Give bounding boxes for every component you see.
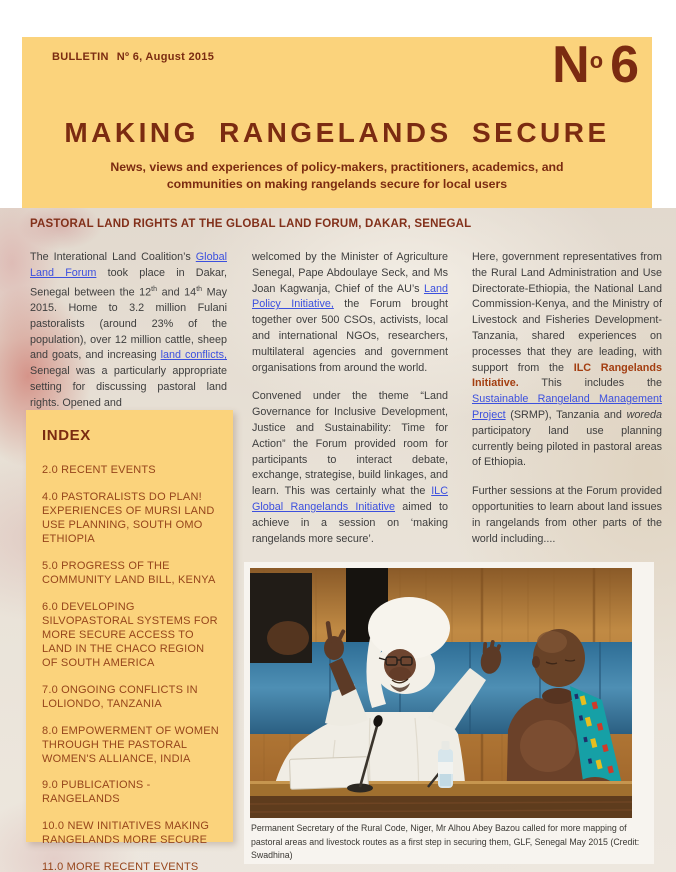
conference-photo (250, 568, 632, 818)
index-item: 9.0 PUBLICATIONS - RANGELANDS (42, 779, 151, 806)
index-item: 8.0 EMPOWERMENT OF WOMEN THROUGH THE PASTORAL WOMEN'S ALLIANCE, INDIA (42, 724, 219, 765)
index-item: 10.0 NEW INITIATIVES MAKING RANGELANDS MORE SECURE (42, 820, 210, 847)
article-heading: PASTORAL LAND RIGHTS AT THE GLOBAL LAND FORUM, DAKAR, SENEGAL (30, 218, 472, 230)
paragraph: Convened under the theme “Land Governance for Inclusive Development, Justice and Sustainability: Time for Action” the Forum provided room for participants to interact debate, exchange, strategise, build linkages, and learn. This was certainly what the ILC Global Rangelands Initiative aimed to achieve in a session on ‘making rangelands more secure’. (252, 390, 448, 545)
inline-link[interactable]: Sustainable Rangeland Management Project (472, 393, 662, 421)
audience-head-silhouette (250, 573, 312, 663)
issue-number-ordinal: o (589, 48, 603, 74)
article-column-1 (30, 250, 227, 425)
issue-number-digit: 6 (610, 36, 638, 94)
conference-photo-illustration (250, 568, 632, 818)
inline-link[interactable]: Global Land Forum (30, 251, 227, 279)
newsletter-title: MAKING RANGELANDS SECURE (64, 117, 610, 148)
inline-link[interactable]: land conflicts, (160, 349, 227, 362)
inline-link[interactable]: ILC Global Rangelands Initiative (252, 485, 448, 513)
newsletter-subtitle: News, views and experiences of policy-makers, practitioners, academics, and communities on making rangelands secure for local users (110, 160, 564, 192)
index-item: 2.0 RECENT EVENTS (42, 464, 156, 476)
index-item: 4.0 PASTORALISTS DO PLAN! EXPERIENCES OF MURSI LAND USE PLANNING, SOUTH OMO ETHIOPIA (42, 490, 215, 545)
paragraph: Further sessions at the Forum provided opportunities to learn about land issues in rangelands from other parts of the world including.... (472, 485, 662, 545)
paragraph: welcomed by the Minister of Agriculture Senegal, Pape Abdoulaye Seck, and Ms Joan Kagwanja, Chief of the AU’s Land Policy Initiative, the Forum brought together over 500 CSOs, activists, local and international NGOs, researchers, multilateral agencies and government organisations from around the world. (252, 251, 448, 374)
bulletin-line (52, 51, 214, 63)
index-item: 7.0 ONGOING CONFLICTS IN LOLIONDO, TANZANIA (42, 683, 198, 710)
paragraph: Here, government representatives from the Rural Land Administration and Use Directorate-Ethiopia, the National Land Commission-Kenya, and the Ministry of Livestock and Fisheries Development-Tanzania, shared experiences on processes that they are leading, with support from the ILC Rangelands Initiative. This includes the Sustainable Rangeland Management Project (SRMP), Tanzania and woreda participatory land use planning currently being piloted in pastoral areas of Ethiopia. (472, 251, 662, 469)
index-heading: INDEX (42, 427, 91, 444)
page-body (0, 208, 676, 872)
index-list (42, 464, 219, 872)
index-item: 11.0 MORE RECENT EVENTS (42, 861, 199, 872)
accent-text: ILC Rangelands Initiative. (472, 361, 662, 390)
text-segment: woreda (626, 408, 662, 421)
index-item: 6.0 DEVELOPING SILVOPASTORAL SYSTEMS FOR MORE SECURE ACCESS TO LAND IN THE CHACO REGION OF SOUTH AMERICA (42, 600, 218, 669)
index-box (26, 410, 233, 872)
masthead (22, 37, 652, 208)
issue-number-prefix: N (552, 36, 589, 94)
paragraph: The Interational Land Coalition’s Global Land Forum took place in Dakar, Senegal between the 12th and 14th May 2015. Home to 3.2 million Fulani pastoralists (around 23% of the population), over 12 million cattle, sheep and goats, and increasing land conflicts, Senegal was a particularly appropriate setting for discussing pastoral land rights. Opened and (30, 251, 227, 409)
photo-panel (244, 562, 654, 864)
superscript: th (196, 285, 203, 293)
article-column-3 (472, 250, 662, 589)
superscript: th (151, 285, 158, 293)
article-column-2 (252, 250, 448, 560)
photo-caption: Permanent Secretary of the Rural Code, Niger, Mr Alhou Abey Bazou called for more mapping of pastoral areas and livestock routes as a first step in securing them, GLF, Senegal May 2015 (Credit: Swadhina) (251, 823, 640, 861)
bulletin-label: BULLETIN (52, 51, 109, 63)
inline-link[interactable]: Land Policy Initiative, (252, 282, 448, 311)
index-item: 5.0 PROGRESS OF THE COMMUNITY LAND BILL, KENYA (42, 559, 216, 586)
issue-number (552, 36, 638, 94)
bulletin-issue-info: Nº 6, August 2015 (116, 51, 215, 63)
